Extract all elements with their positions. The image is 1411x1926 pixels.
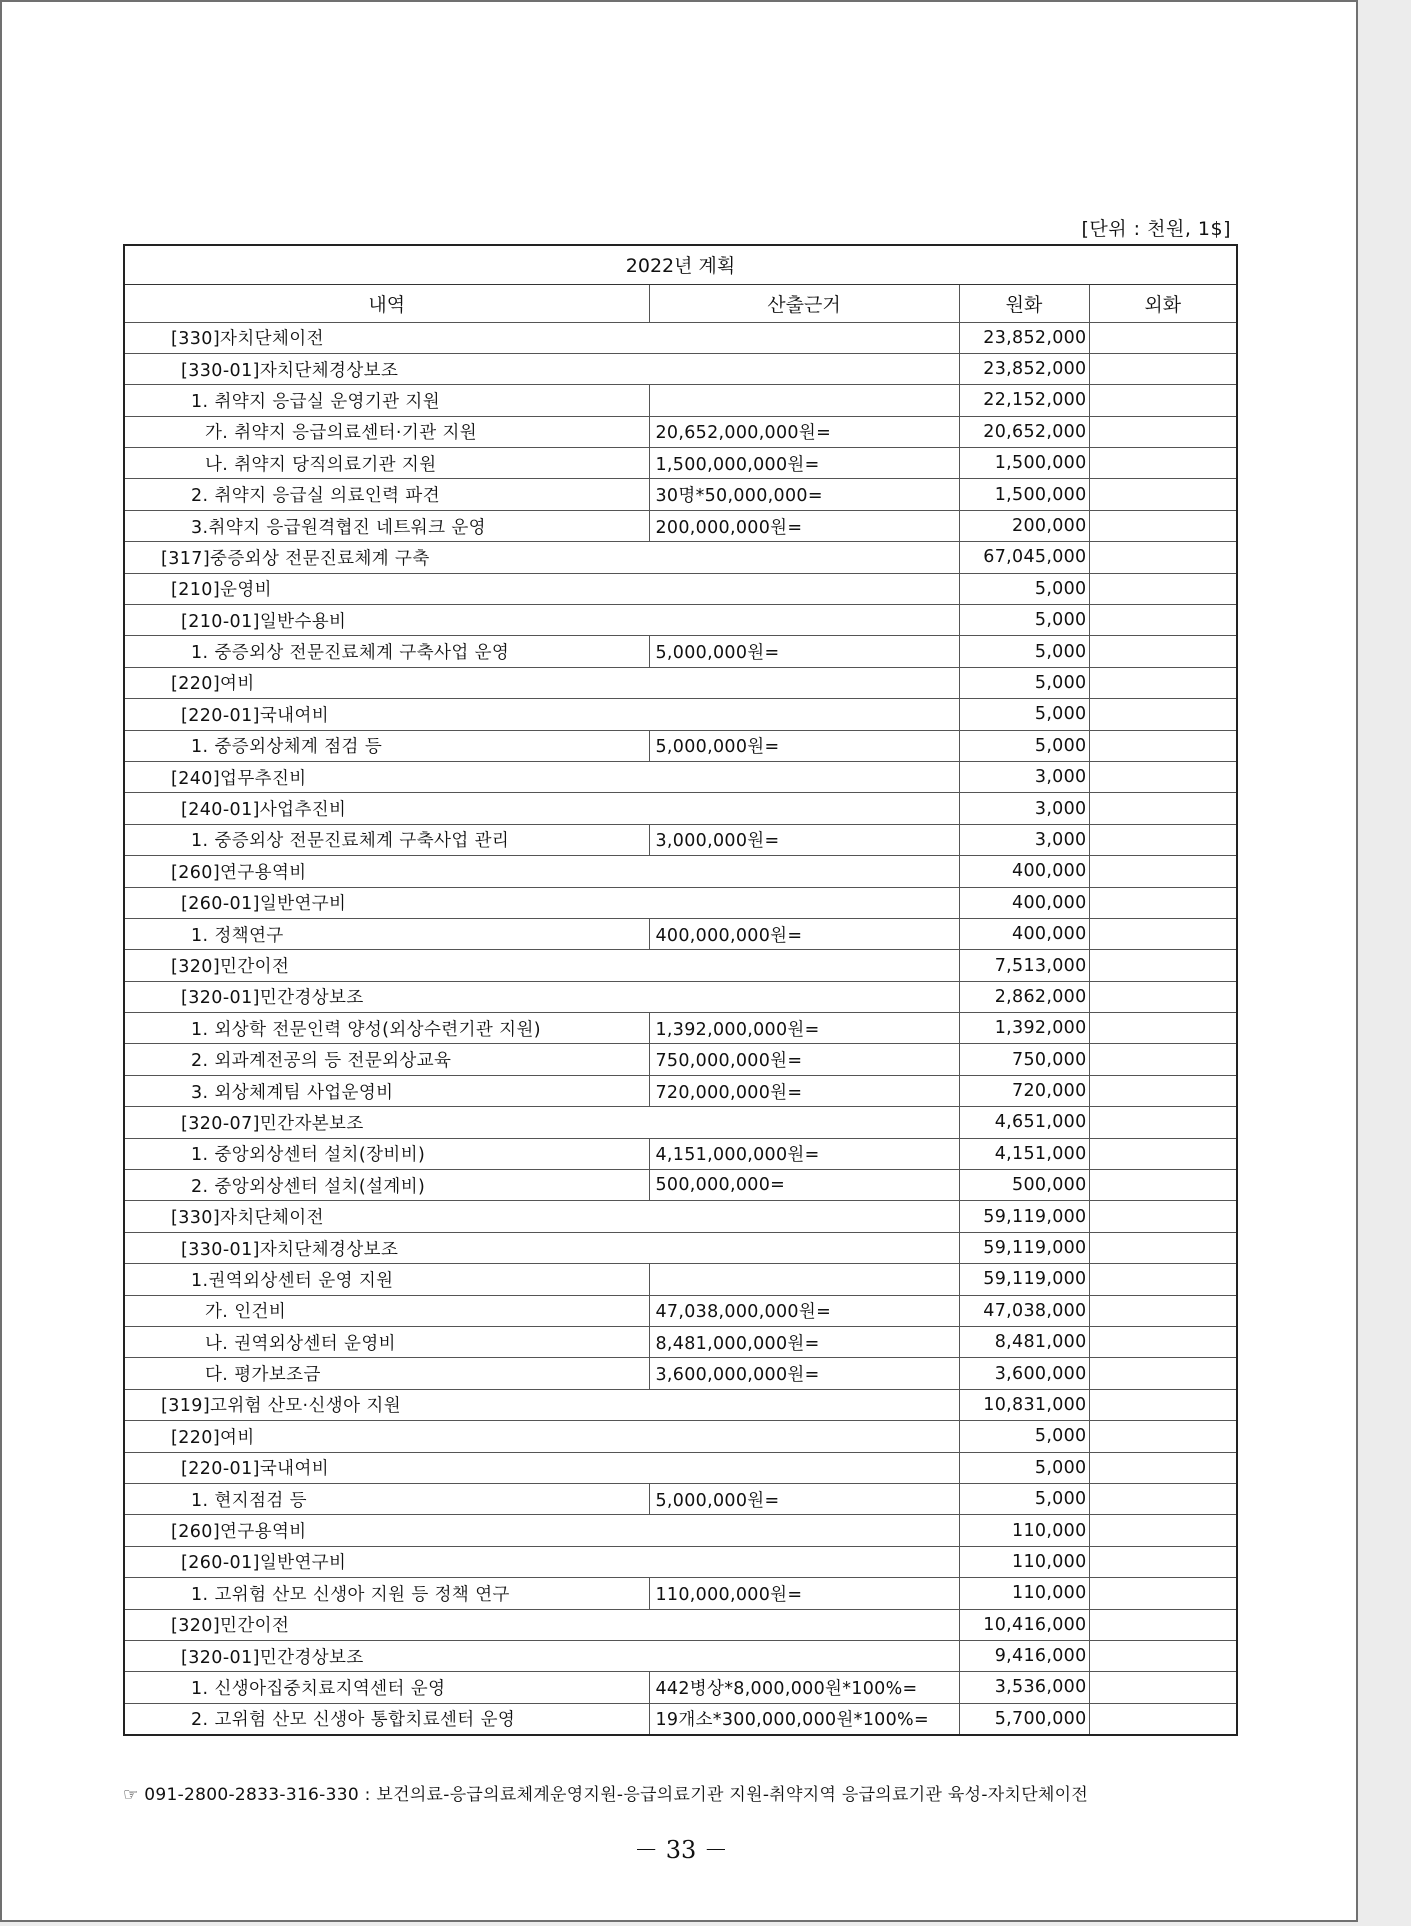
row-krw-amount: 5,000 (959, 667, 1089, 698)
row-description: [320]민간이전 (124, 950, 959, 981)
table-row (124, 1672, 1237, 1703)
row-description: [320-07]민간자본보조 (124, 1107, 959, 1138)
table-row (124, 1232, 1237, 1263)
row-krw-amount: 59,119,000 (959, 1232, 1089, 1263)
row-basis: 4,151,000,000원= (649, 1138, 959, 1169)
row-foreign-amount (1089, 416, 1237, 447)
table-row (124, 416, 1237, 447)
row-krw-amount: 720,000 (959, 1075, 1089, 1106)
row-foreign-amount (1089, 1044, 1237, 1075)
table-row (124, 479, 1237, 510)
row-foreign-amount (1089, 1264, 1237, 1295)
row-description: [330-01]자치단체경상보조 (124, 1232, 959, 1263)
row-foreign-amount (1089, 322, 1237, 353)
row-foreign-amount (1089, 699, 1237, 730)
row-description: [320-01]민간경상보조 (124, 1640, 959, 1671)
row-description: 1. 신생아집중치료지역센터 운영 (124, 1672, 649, 1703)
row-description: 1. 중증외상 전문진료체계 구축사업 운영 (124, 636, 649, 667)
row-krw-amount: 3,000 (959, 793, 1089, 824)
table-row (124, 918, 1237, 949)
row-basis: 20,652,000,000원= (649, 416, 959, 447)
row-description: [220-01]국내여비 (124, 1452, 959, 1483)
row-description: [210]운영비 (124, 573, 959, 604)
column-header-krw: 원화 (959, 284, 1089, 322)
row-krw-amount: 23,852,000 (959, 353, 1089, 384)
row-krw-amount: 5,000 (959, 573, 1089, 604)
row-krw-amount: 5,700,000 (959, 1703, 1089, 1734)
row-description: [317]중증외상 전문진료체계 구축 (124, 542, 959, 573)
row-description: [319]고위험 산모·신생아 지원 (124, 1389, 959, 1420)
row-foreign-amount (1089, 1452, 1237, 1483)
row-basis: 5,000,000원= (649, 1483, 959, 1514)
table-row (124, 322, 1237, 353)
row-description: [260-01]일반연구비 (124, 887, 959, 918)
row-krw-amount: 1,392,000 (959, 1013, 1089, 1044)
row-foreign-amount (1089, 1327, 1237, 1358)
table-row (124, 1389, 1237, 1420)
row-description: [260]연구용역비 (124, 1515, 959, 1546)
row-foreign-amount (1089, 1546, 1237, 1577)
row-foreign-amount (1089, 1295, 1237, 1326)
row-foreign-amount (1089, 1107, 1237, 1138)
row-description: 3.취약지 응급원격협진 네트워크 운영 (124, 510, 649, 541)
table-row (124, 730, 1237, 761)
row-basis: 5,000,000원= (649, 636, 959, 667)
row-foreign-amount (1089, 636, 1237, 667)
row-krw-amount: 5,000 (959, 1421, 1089, 1452)
row-foreign-amount (1089, 1421, 1237, 1452)
table-row (124, 1201, 1237, 1232)
table-row (124, 1044, 1237, 1075)
row-krw-amount: 59,119,000 (959, 1201, 1089, 1232)
row-basis: 400,000,000원= (649, 918, 959, 949)
page-number: － 33 － (634, 1836, 728, 1864)
row-basis: 500,000,000= (649, 1170, 959, 1201)
row-foreign-amount (1089, 385, 1237, 416)
table-row (124, 448, 1237, 479)
unit-note: [단위 : 천원, 1$] (1081, 218, 1231, 240)
row-basis: 442병상*8,000,000원*100%= (649, 1672, 959, 1703)
row-description: 2. 외과계전공의 등 전문외상교육 (124, 1044, 649, 1075)
table-row (124, 761, 1237, 792)
table-row (124, 950, 1237, 981)
row-description: [220]여비 (124, 667, 959, 698)
row-basis: 3,600,000,000원= (649, 1358, 959, 1389)
table-row (124, 353, 1237, 384)
row-krw-amount: 400,000 (959, 856, 1089, 887)
table-row (124, 1578, 1237, 1609)
row-foreign-amount (1089, 761, 1237, 792)
row-krw-amount: 59,119,000 (959, 1264, 1089, 1295)
row-krw-amount: 3,000 (959, 824, 1089, 855)
row-basis: 1,392,000,000원= (649, 1013, 959, 1044)
row-description: [260-01]일반연구비 (124, 1546, 959, 1577)
row-description: [330-01]자치단체경상보조 (124, 353, 959, 384)
table-body (124, 322, 1237, 1735)
row-description: 나. 권역외상센터 운영비 (124, 1327, 649, 1358)
table-row (124, 1358, 1237, 1389)
row-krw-amount: 200,000 (959, 510, 1089, 541)
row-krw-amount: 7,513,000 (959, 950, 1089, 981)
row-foreign-amount (1089, 542, 1237, 573)
table-row (124, 510, 1237, 541)
row-krw-amount: 5,000 (959, 730, 1089, 761)
row-krw-amount: 110,000 (959, 1546, 1089, 1577)
row-krw-amount: 67,045,000 (959, 542, 1089, 573)
row-krw-amount: 3,600,000 (959, 1358, 1089, 1389)
row-foreign-amount (1089, 1609, 1237, 1640)
budget-table (123, 244, 1238, 1736)
row-description: 1. 중증외상 전문진료체계 구축사업 관리 (124, 824, 649, 855)
row-description: [330]자치단체이전 (124, 1201, 959, 1232)
row-foreign-amount (1089, 730, 1237, 761)
plan-header: 2022년 계획 (124, 245, 1237, 284)
row-foreign-amount (1089, 667, 1237, 698)
row-description: [320]민간이전 (124, 1609, 959, 1640)
row-description: [220]여비 (124, 1421, 959, 1452)
row-foreign-amount (1089, 793, 1237, 824)
row-foreign-amount (1089, 1483, 1237, 1514)
table-row (124, 1327, 1237, 1358)
row-krw-amount: 400,000 (959, 887, 1089, 918)
row-krw-amount: 1,500,000 (959, 448, 1089, 479)
row-foreign-amount (1089, 1578, 1237, 1609)
row-foreign-amount (1089, 1138, 1237, 1169)
table-row (124, 793, 1237, 824)
row-description: [220-01]국내여비 (124, 699, 959, 730)
row-description: 1. 정책연구 (124, 918, 649, 949)
table-row (124, 699, 1237, 730)
row-description: 3. 외상체계팀 사업운영비 (124, 1075, 649, 1106)
row-description: 가. 인건비 (124, 1295, 649, 1326)
row-description: 1. 외상학 전문인력 양성(외상수련기관 지원) (124, 1013, 649, 1044)
row-basis: 200,000,000원= (649, 510, 959, 541)
table-row (124, 1421, 1237, 1452)
table-row (124, 1483, 1237, 1514)
row-krw-amount: 2,862,000 (959, 981, 1089, 1012)
row-basis (649, 385, 959, 416)
row-foreign-amount (1089, 856, 1237, 887)
table-row (124, 1138, 1237, 1169)
row-basis: 1,500,000,000원= (649, 448, 959, 479)
row-description: [320-01]민간경상보조 (124, 981, 959, 1012)
table-row (124, 1515, 1237, 1546)
row-krw-amount: 1,500,000 (959, 479, 1089, 510)
row-description: 다. 평가보조금 (124, 1358, 649, 1389)
row-foreign-amount (1089, 1013, 1237, 1044)
column-header-description: 내역 (124, 284, 649, 322)
row-description: [330]자치단체이전 (124, 322, 959, 353)
row-basis: 720,000,000원= (649, 1075, 959, 1106)
row-foreign-amount (1089, 950, 1237, 981)
row-description: [240-01]사업추진비 (124, 793, 959, 824)
table-row (124, 1640, 1237, 1671)
row-krw-amount: 5,000 (959, 605, 1089, 636)
row-basis: 8,481,000,000원= (649, 1327, 959, 1358)
table-row (124, 1013, 1237, 1044)
row-krw-amount: 10,416,000 (959, 1609, 1089, 1640)
row-description: 1.권역외상센터 운영 지원 (124, 1264, 649, 1295)
table-row (124, 667, 1237, 698)
row-krw-amount: 4,651,000 (959, 1107, 1089, 1138)
row-krw-amount: 750,000 (959, 1044, 1089, 1075)
row-basis: 30명*50,000,000= (649, 479, 959, 510)
row-krw-amount: 20,652,000 (959, 416, 1089, 447)
row-krw-amount: 23,852,000 (959, 322, 1089, 353)
table-row (124, 636, 1237, 667)
table-row (124, 385, 1237, 416)
row-krw-amount: 22,152,000 (959, 385, 1089, 416)
row-krw-amount: 9,416,000 (959, 1640, 1089, 1671)
row-krw-amount: 10,831,000 (959, 1389, 1089, 1420)
row-foreign-amount (1089, 479, 1237, 510)
table-row (124, 1295, 1237, 1326)
row-basis: 3,000,000원= (649, 824, 959, 855)
row-foreign-amount (1089, 1358, 1237, 1389)
table-row (124, 1703, 1237, 1734)
table-row (124, 856, 1237, 887)
row-description: [240]업무추진비 (124, 761, 959, 792)
row-krw-amount: 5,000 (959, 699, 1089, 730)
row-description: 1. 고위험 산모 신생아 지원 등 정책 연구 (124, 1578, 649, 1609)
row-basis: 750,000,000원= (649, 1044, 959, 1075)
table-row (124, 1264, 1237, 1295)
table-row (124, 1170, 1237, 1201)
row-basis: 5,000,000원= (649, 730, 959, 761)
table-row (124, 887, 1237, 918)
row-foreign-amount (1089, 1672, 1237, 1703)
row-foreign-amount (1089, 918, 1237, 949)
table-row (124, 605, 1237, 636)
row-foreign-amount (1089, 824, 1237, 855)
row-krw-amount: 500,000 (959, 1170, 1089, 1201)
row-foreign-amount (1089, 510, 1237, 541)
row-krw-amount: 3,536,000 (959, 1672, 1089, 1703)
row-basis: 47,038,000,000원= (649, 1295, 959, 1326)
row-description: 1. 중증외상체계 점검 등 (124, 730, 649, 761)
row-krw-amount: 4,151,000 (959, 1138, 1089, 1169)
row-krw-amount: 8,481,000 (959, 1327, 1089, 1358)
row-krw-amount: 400,000 (959, 918, 1089, 949)
row-description: 1. 취약지 응급실 운영기관 지원 (124, 385, 649, 416)
row-foreign-amount (1089, 1389, 1237, 1420)
table-row (124, 573, 1237, 604)
row-krw-amount: 110,000 (959, 1515, 1089, 1546)
row-foreign-amount (1089, 1640, 1237, 1671)
row-foreign-amount (1089, 1703, 1237, 1734)
row-foreign-amount (1089, 605, 1237, 636)
row-krw-amount: 5,000 (959, 1483, 1089, 1514)
row-foreign-amount (1089, 1170, 1237, 1201)
row-description: [260]연구용역비 (124, 856, 959, 887)
row-foreign-amount (1089, 1075, 1237, 1106)
row-foreign-amount (1089, 981, 1237, 1012)
row-basis: 19개소*300,000,000원*100%= (649, 1703, 959, 1734)
table-row (124, 1609, 1237, 1640)
row-description: 나. 취약지 당직의료기관 지원 (124, 448, 649, 479)
budget-table-wrapper (123, 244, 1236, 1736)
row-basis (649, 1264, 959, 1295)
row-krw-amount: 3,000 (959, 761, 1089, 792)
row-krw-amount: 5,000 (959, 1452, 1089, 1483)
row-description: 2. 중앙외상센터 설치(설계비) (124, 1170, 649, 1201)
row-krw-amount: 47,038,000 (959, 1295, 1089, 1326)
table-row (124, 542, 1237, 573)
row-description: 2. 취약지 응급실 의료인력 파견 (124, 479, 649, 510)
table-row (124, 824, 1237, 855)
row-foreign-amount (1089, 1515, 1237, 1546)
row-foreign-amount (1089, 1232, 1237, 1263)
row-description: 1. 현지점검 등 (124, 1483, 649, 1514)
column-header-basis: 산출근거 (649, 284, 959, 322)
row-foreign-amount (1089, 573, 1237, 604)
row-krw-amount: 110,000 (959, 1578, 1089, 1609)
row-foreign-amount (1089, 448, 1237, 479)
column-header-foreign: 외화 (1089, 284, 1237, 322)
row-krw-amount: 5,000 (959, 636, 1089, 667)
footnote: ☞ 091-2800-2833-316-330 : 보건의료-응급의료체계운영지원-응급의료기관 지원-취약지역 응급의료기관 육성-자치단체이전 (123, 1785, 1089, 1805)
row-foreign-amount (1089, 887, 1237, 918)
table-row (124, 1107, 1237, 1138)
table-row (124, 1452, 1237, 1483)
row-description: [210-01]일반수용비 (124, 605, 959, 636)
row-foreign-amount (1089, 1201, 1237, 1232)
row-foreign-amount (1089, 353, 1237, 384)
table-row (124, 1075, 1237, 1106)
table-row (124, 1546, 1237, 1577)
row-description: 가. 취약지 응급의료센터·기관 지원 (124, 416, 649, 447)
row-basis: 110,000,000원= (649, 1578, 959, 1609)
table-row (124, 981, 1237, 1012)
row-description: 1. 중앙외상센터 설치(장비비) (124, 1138, 649, 1169)
row-description: 2. 고위험 산모 신생아 통합치료센터 운영 (124, 1703, 649, 1734)
